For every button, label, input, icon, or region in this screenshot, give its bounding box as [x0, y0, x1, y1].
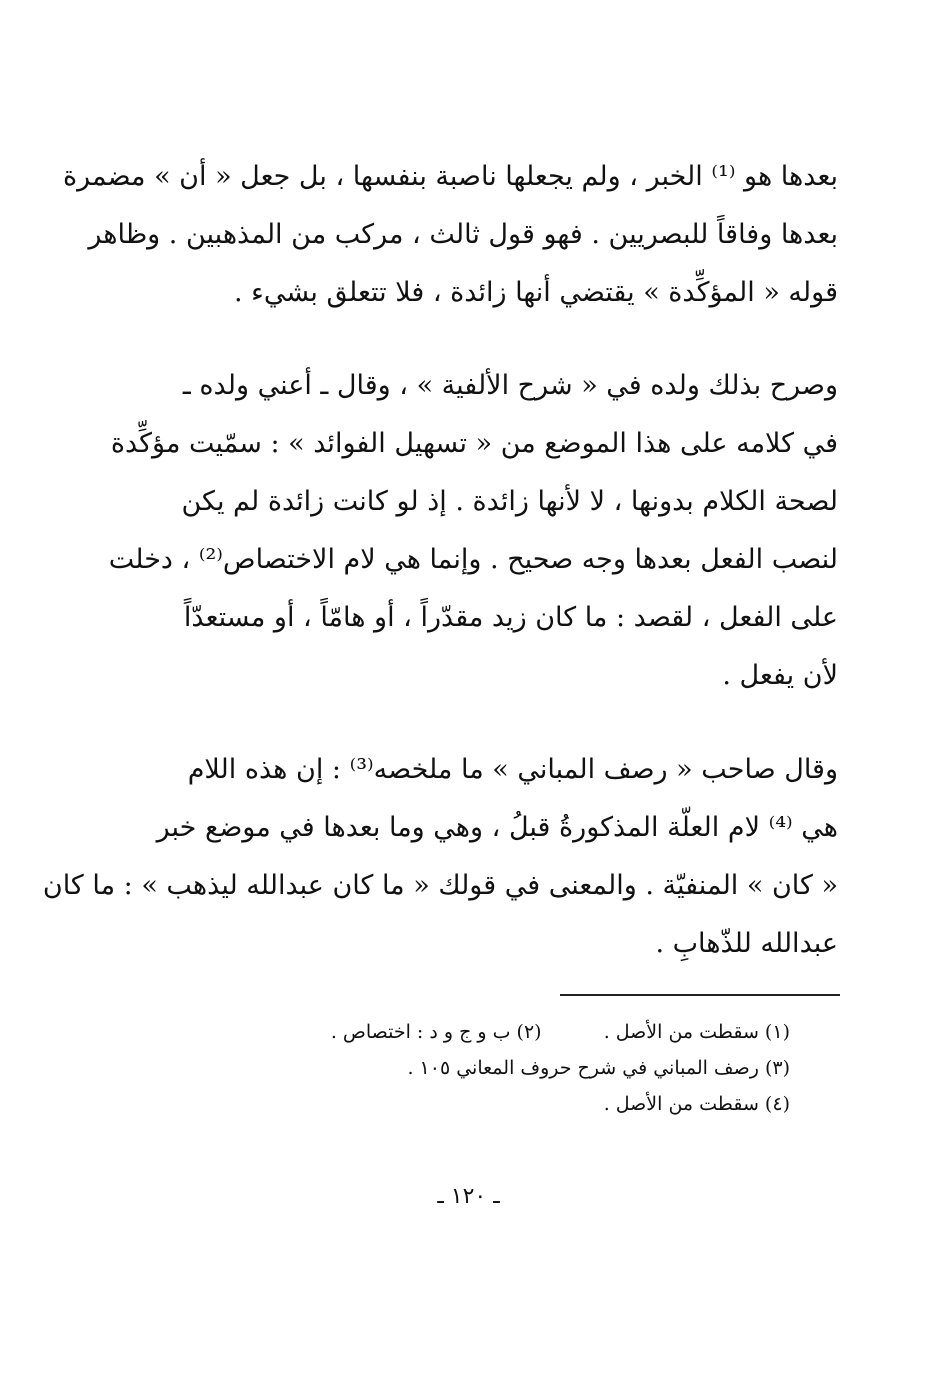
- paragraph-2-line-6: لأن يفعل .: [722, 660, 838, 691]
- footnote-3: (٣) رصف المباني في شرح حروف المعاني ١٠٥ .: [407, 1057, 790, 1079]
- paragraph-3-line-1: وقال صاحب « رصف المباني » ما ملخصه⁽³⁾ : إن هذه اللام: [187, 754, 838, 785]
- paragraph-2-line-3: لصحة الكلام بدونها ، لا لأنها زائدة . إذ لو كانت زائدة لم يكن: [181, 486, 838, 517]
- paragraph-1-line-2: بعدها وفاقاً للبصريين . فهو قول ثالث ، مركب من المذهبين . وظاهر: [88, 219, 838, 250]
- paragraph-3-line-4: عبدالله للذّهابِ .: [655, 928, 838, 959]
- footnote-2: (٢) ب و ج و د : اختصاص .: [330, 1021, 542, 1043]
- paragraph-3-line-3: « كان » المنفيّة . والمعنى في قولك « ما كان عبدالله ليذهب » : ما كان: [42, 870, 838, 901]
- footnote-divider: [560, 994, 840, 996]
- paragraph-1-line-1: بعدها هو ⁽¹⁾ الخبر ، ولم يجعلها ناصبة بنفسها ، بل جعل « أن » مضمرة: [62, 161, 838, 192]
- footnotes: [170, 1014, 790, 1122]
- paragraph-3-line-2: هي ⁽⁴⁾ لام العلّة المذكورةُ قبلُ ، وهي وما بعدها في موضع خبر: [156, 812, 838, 843]
- footnote-row-1: [170, 1014, 790, 1050]
- paragraph-2-line-2: في كلامه على هذا الموضع من « تسهيل الفوائد » : سمّيت مؤكِّدة: [110, 428, 838, 459]
- paragraph-1-line-3: قوله « المؤكِّدة » يقتضي أنها زائدة ، فلا تتعلق بشيء .: [233, 277, 838, 308]
- paragraph-2: [108, 357, 838, 705]
- paragraph-2-line-4: لنصب الفعل بعدها وجه صحيح . وإنما هي لام الاختصاص⁽²⁾ ، دخلت: [108, 544, 838, 575]
- paragraph-2-line-1: وصرح بذلك ولده في « شرح الألفية » ، وقال ـ أعني ولده ـ: [182, 370, 838, 401]
- paragraph-1: [62, 148, 838, 322]
- paragraph-3: [42, 741, 838, 973]
- paragraph-2-line-5: على الفعل ، لقصد : ما كان زيد مقدّراً ، أو هامّاً ، أو مستعدّاً: [183, 602, 838, 633]
- footnote-1: (١) سقطت من الأصل .: [603, 1021, 790, 1043]
- page-number: ـ ١٢٠ ـ: [437, 1184, 500, 1209]
- footnote-4: (٤) سقطت من الأصل .: [603, 1093, 790, 1115]
